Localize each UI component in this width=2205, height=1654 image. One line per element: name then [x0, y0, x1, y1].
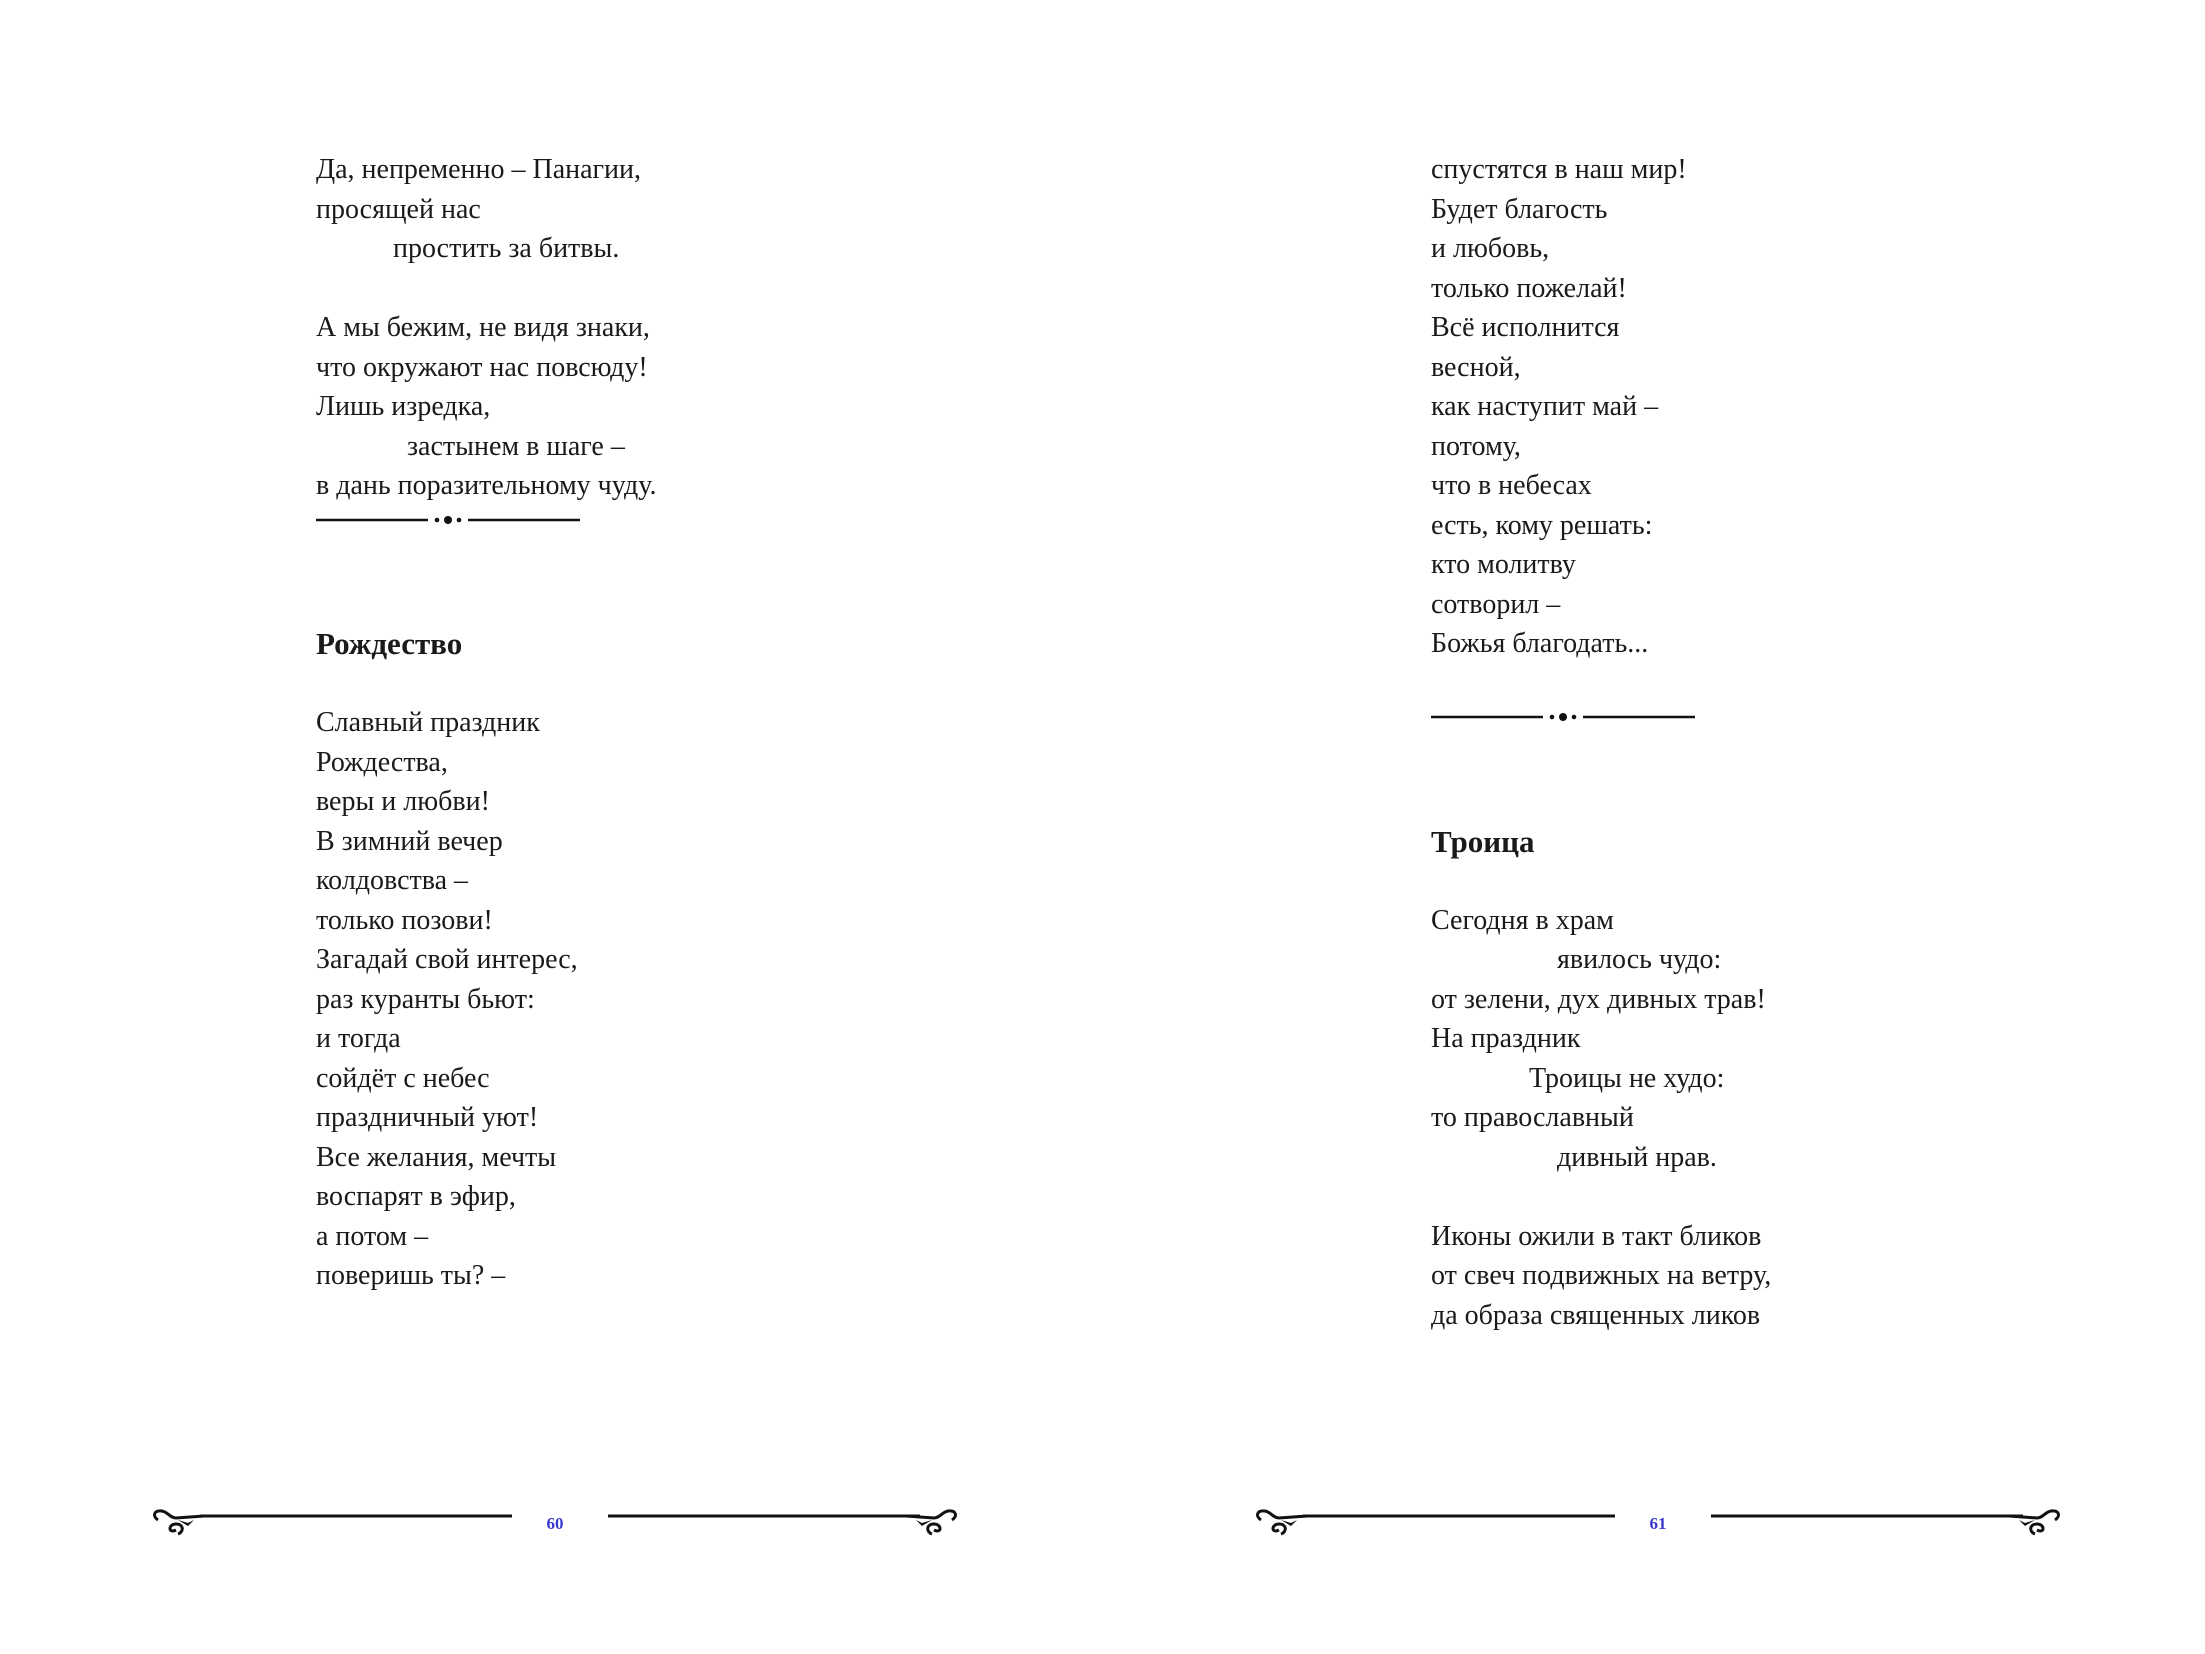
- blank-line: [1431, 743, 1991, 783]
- right-page: [1103, 0, 2205, 1654]
- poem-line: дивный нрав.: [1431, 1141, 1717, 1173]
- separator-ornament-icon: [1431, 707, 1701, 727]
- poem-line: да образа священных ликов: [1431, 1299, 1761, 1331]
- poem-line: и тогда: [316, 1023, 401, 1054]
- poem-line: застынем в шаге –: [316, 430, 625, 462]
- poem-line: только пожелай!: [1431, 272, 1627, 304]
- poem-line: то православный: [1431, 1102, 1634, 1133]
- poem-line: Славный праздник: [316, 707, 540, 738]
- poem-line: просящей нас: [316, 193, 481, 225]
- poem-line: Загадай свой интерес,: [316, 944, 578, 975]
- poem-line: сойдёт с небес: [316, 1062, 490, 1094]
- blank-line: [316, 269, 876, 309]
- poem-line: Все желания, мечты: [316, 1141, 557, 1173]
- poem-line: Иконы ожили в такт бликов: [1431, 1220, 1762, 1252]
- page-footer: [150, 1490, 960, 1550]
- poem-line: сотворил –: [1431, 588, 1561, 620]
- poem-line: и любовь,: [1431, 233, 1550, 264]
- poem-stanza-group: [1431, 150, 1991, 664]
- poem-line: только позови!: [316, 904, 493, 936]
- blank-line: [316, 545, 876, 585]
- blank-line: [316, 664, 876, 704]
- poem-line: А мы бежим, не видя знаки,: [316, 312, 650, 343]
- poem-title: Рождество: [316, 626, 463, 661]
- poem-line: есть, кому решать:: [1431, 509, 1653, 541]
- poem-line: В зимний вечер: [316, 825, 503, 857]
- poem-line: Божья благодать...: [1431, 628, 1649, 659]
- poem-line: раз куранты бьют:: [316, 983, 535, 1015]
- poem-line: воспарят в эфир,: [316, 1181, 516, 1212]
- right-text-block: [1431, 150, 1991, 1335]
- poem-line: что в небесах: [1431, 470, 1592, 501]
- poem-line: Троицы не худо:: [1431, 1062, 1725, 1094]
- section-separator: [1431, 703, 1991, 743]
- poem-line: веры и любви!: [316, 786, 490, 817]
- poem-line: потому,: [1431, 430, 1521, 462]
- section-separator: [316, 506, 876, 546]
- poem-line: весной,: [1431, 351, 1521, 383]
- poem-body: [316, 703, 876, 1296]
- blank-line: [1431, 1177, 1991, 1217]
- poem-line: что окружают нас повсюду!: [316, 351, 648, 383]
- poem-line: явилось чудо:: [1431, 944, 1722, 975]
- poem-line: Лишь изредка,: [316, 391, 491, 422]
- poem-title: Троица: [1431, 823, 1535, 859]
- poem-line: праздничный уют!: [316, 1102, 539, 1133]
- blank-line: [1431, 782, 1991, 822]
- poem-line: Сегодня в храм: [1431, 904, 1614, 936]
- left-text-block: [316, 150, 876, 1296]
- page-number: 61: [1649, 1514, 1667, 1533]
- poem-line: как наступит май –: [1431, 391, 1659, 422]
- poem-line: от зелени, дух дивных трав!: [1431, 983, 1766, 1015]
- poem-line: спустятся в наш мир!: [1431, 154, 1687, 185]
- poem-stanza-group: [316, 150, 876, 506]
- poem-line: а потом –: [316, 1220, 429, 1252]
- poem-body: [1431, 901, 1991, 1336]
- poem-line: простить за битвы.: [316, 233, 620, 264]
- left-page: [0, 0, 1102, 1654]
- poem-line: Рождества,: [316, 746, 448, 778]
- poem-line: колдовства –: [316, 865, 469, 896]
- separator-ornament-icon: [316, 510, 586, 530]
- page-footer: [1253, 1490, 2063, 1550]
- poem-line: в дань поразительному чуду.: [316, 470, 657, 501]
- poem-line: Всё исполнится: [1431, 312, 1620, 343]
- poem-line: Да, непременно – Панагии,: [316, 154, 641, 185]
- poem-line: На праздник: [1431, 1023, 1581, 1054]
- blank-line: [316, 585, 876, 625]
- poem-line: поверишь ты? –: [316, 1260, 506, 1291]
- blank-line: [1431, 861, 1991, 901]
- poem-line: кто молитву: [1431, 549, 1576, 580]
- poem-line: от свеч подвижных на ветру,: [1431, 1260, 1772, 1291]
- page-number: 60: [546, 1514, 564, 1533]
- poem-line: Будет благость: [1431, 193, 1608, 225]
- blank-line: [1431, 664, 1991, 704]
